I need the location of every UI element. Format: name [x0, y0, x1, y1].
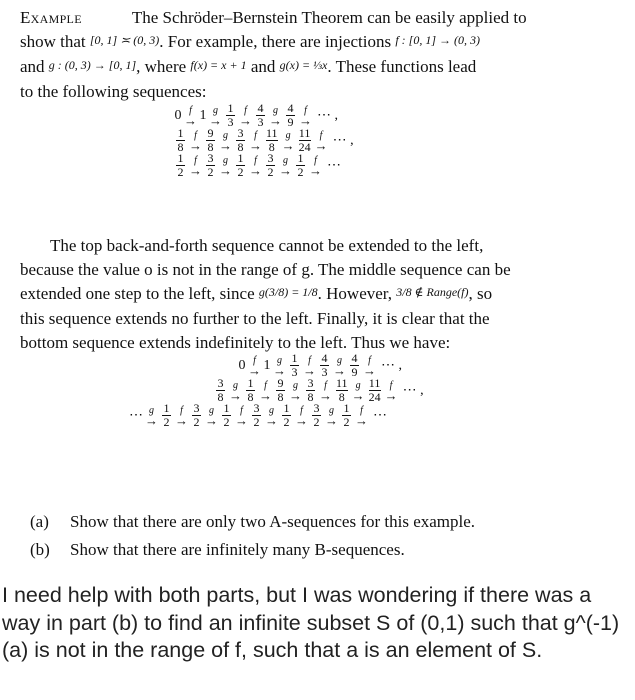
- map-arrow: [269, 106, 282, 126]
- exercise-b: [30, 536, 475, 564]
- numerator: 1: [283, 401, 290, 415]
- arrow-symbol: →: [259, 387, 272, 403]
- body-line-1: [20, 234, 622, 258]
- denominator: 8: [268, 140, 275, 154]
- fraction: [299, 128, 311, 153]
- numerator: 1: [177, 126, 184, 140]
- denominator: 8: [217, 390, 224, 404]
- arrow-symbol: →: [325, 412, 338, 428]
- numerator: 3: [313, 401, 320, 415]
- text: . For example, there are injections: [159, 32, 396, 51]
- map-label: f: [308, 354, 311, 366]
- map-label: f: [300, 404, 303, 416]
- map-arrow: [265, 406, 278, 426]
- map-label: f: [180, 404, 183, 416]
- map-label: g: [223, 129, 228, 141]
- arrow-symbol: →: [289, 387, 302, 403]
- denominator: 8: [207, 140, 214, 154]
- body-line-5: bottom sequence extends indefinitely to the left. Thus we have:: [20, 333, 451, 352]
- denominator: 2: [177, 165, 184, 179]
- map-label: g: [269, 404, 274, 416]
- fraction: [282, 403, 291, 428]
- fraction: [236, 153, 245, 178]
- sequence-block-top: [174, 103, 354, 178]
- fraction: [336, 378, 348, 403]
- fraction: [162, 403, 171, 428]
- fraction: [296, 153, 305, 178]
- arrow-symbol: →: [279, 162, 292, 178]
- denominator: 24: [368, 390, 381, 404]
- map-label: f: [314, 154, 317, 166]
- denominator: 2: [163, 415, 170, 429]
- denominator: 2: [283, 415, 290, 429]
- ellipsis: ⋯: [129, 408, 143, 423]
- map-label: f: [360, 404, 363, 416]
- arrow-symbol: →: [333, 362, 346, 378]
- map-label: g: [223, 154, 228, 166]
- body-paragraph: [20, 234, 622, 355]
- math-inline: g(3/8) = 1/8: [258, 285, 318, 299]
- numerator: 3: [267, 151, 274, 165]
- arrow-symbol: →: [303, 362, 316, 378]
- map-arrow: [319, 381, 332, 401]
- numerator: 3: [217, 376, 224, 390]
- map-label: g: [355, 379, 361, 391]
- example-intro: [20, 6, 622, 104]
- denominator: 3: [257, 115, 264, 129]
- exercise-a: [30, 508, 475, 536]
- map-arrow: [352, 381, 365, 401]
- body-line-3: [20, 282, 622, 307]
- map-arrow: [309, 156, 322, 176]
- numerator: 9: [277, 376, 284, 390]
- arrow-symbol: →: [219, 162, 232, 178]
- fraction: [256, 103, 265, 128]
- text: , so: [468, 284, 493, 303]
- map-arrow: [289, 381, 302, 401]
- map-label: f: [194, 129, 197, 141]
- denominator: 8: [338, 390, 345, 404]
- map-label: f: [244, 104, 247, 116]
- arrow-symbol: →: [209, 112, 222, 128]
- denominator: 3: [291, 365, 298, 379]
- sequence-block-bottom: [126, 353, 424, 428]
- map-label: f: [304, 104, 307, 116]
- fraction: [176, 153, 185, 178]
- numerator: 3: [207, 151, 214, 165]
- numerator: 3: [237, 126, 244, 140]
- numerator: 4: [351, 351, 358, 365]
- numerator: 1: [227, 101, 234, 115]
- map-label: f: [254, 129, 257, 141]
- map-arrow: [363, 356, 376, 376]
- math-inline: g(x) = ⅓x: [279, 58, 328, 72]
- arrow-symbol: →: [145, 412, 158, 428]
- math-inline: 3/8 ∉ Range(f): [396, 285, 469, 299]
- map-arrow: [184, 106, 197, 126]
- text: , where: [136, 57, 191, 76]
- map-label: g: [293, 379, 298, 391]
- map-label: g: [213, 104, 218, 116]
- map-arrow: [333, 356, 346, 376]
- sequence-row: [126, 378, 424, 403]
- numerator: 11: [266, 126, 278, 140]
- map-label: f: [194, 154, 197, 166]
- arrow-symbol: →: [384, 387, 398, 403]
- arrow-symbol: →: [265, 412, 278, 428]
- text: and: [20, 57, 49, 76]
- exercise-label: (a): [30, 512, 49, 531]
- map-label: g: [209, 404, 214, 416]
- sequence-row: [126, 403, 424, 428]
- numerator: 4: [257, 101, 264, 115]
- sequence-term: 1: [199, 107, 207, 123]
- fraction: [206, 128, 215, 153]
- denominator: 2: [253, 415, 260, 429]
- arrow-symbol: →: [175, 412, 188, 428]
- map-label: g: [277, 354, 282, 366]
- sequence-row: [174, 153, 354, 178]
- sequence-term: 0: [174, 107, 182, 123]
- exercise-label: (b): [30, 540, 50, 559]
- fraction: [306, 378, 315, 403]
- numerator: 11: [368, 376, 381, 390]
- map-label: f: [368, 354, 371, 366]
- map-arrow: [145, 406, 158, 426]
- math-inline: [0, 1] ≍ (0, 3): [89, 33, 160, 47]
- map-arrow: [219, 131, 232, 151]
- map-arrow: [248, 356, 261, 376]
- arrow-symbol: →: [205, 412, 218, 428]
- user-question: I need help with both parts, but I was wondering if there was a way in part (b) to find an infinite subset S of (0,1) such that g^(-1)(a) is not in the range of f, such that a is an element of S.: [2, 583, 620, 662]
- text: . These functions lead: [327, 57, 477, 76]
- example-title: The Schröder–Bernstein Theorem can be easily applied to: [131, 8, 527, 27]
- denominator: 9: [351, 365, 358, 379]
- map-label: f: [319, 129, 323, 141]
- body-line-2: because the value o is not in the range of g. The middle sequence can be: [20, 260, 511, 279]
- fraction: [312, 403, 321, 428]
- numerator: 4: [321, 351, 328, 365]
- denominator: 8: [237, 140, 244, 154]
- denominator: 9: [287, 115, 294, 129]
- map-arrow: [249, 156, 262, 176]
- exercise-text: Show that there are only two A-sequences for this example.: [70, 512, 476, 531]
- map-arrow: [325, 406, 338, 426]
- arrow-symbol: →: [351, 387, 365, 403]
- map-label: f: [189, 104, 192, 116]
- map-arrow: [229, 381, 242, 401]
- sequence-row: [174, 103, 354, 128]
- math-inline: f(x) = x + 1: [190, 58, 247, 72]
- map-arrow: [259, 381, 272, 401]
- example-line-3: [20, 55, 622, 80]
- numerator: 3: [253, 401, 260, 415]
- map-arrow: [249, 131, 262, 151]
- map-label: g: [273, 104, 278, 116]
- denominator: 2: [223, 415, 230, 429]
- map-arrow: [355, 406, 368, 426]
- fraction: [206, 153, 215, 178]
- fraction: [290, 353, 299, 378]
- map-arrow: [273, 356, 286, 376]
- map-arrow: [239, 106, 252, 126]
- fraction: [216, 378, 225, 403]
- denominator: 2: [207, 165, 214, 179]
- arrow-symbol: →: [299, 112, 312, 128]
- map-arrow: [282, 131, 295, 151]
- fraction: [266, 153, 275, 178]
- numerator: 9: [207, 126, 214, 140]
- map-label: g: [283, 154, 288, 166]
- arrow-symbol: →: [269, 112, 282, 128]
- numerator: 11: [298, 126, 311, 140]
- denominator: 2: [237, 165, 244, 179]
- denominator: 8: [307, 390, 314, 404]
- fraction: [252, 403, 261, 428]
- arrow-symbol: →: [248, 362, 261, 378]
- sequence-term: 1: [263, 357, 271, 373]
- arrow-symbol: →: [189, 137, 202, 153]
- arrow-symbol: →: [249, 137, 262, 153]
- sequence-term: 0: [238, 357, 246, 373]
- example-line-2: [20, 30, 622, 55]
- map-arrow: [299, 106, 312, 126]
- ellipsis: ⋯ ,: [402, 383, 424, 398]
- text: and: [246, 57, 280, 76]
- map-arrow: [235, 406, 248, 426]
- denominator: 8: [247, 390, 254, 404]
- example-label: Example: [20, 8, 82, 27]
- example-line-4: to the following sequences:: [20, 82, 207, 101]
- map-arrow: [175, 406, 188, 426]
- map-arrow: [219, 156, 232, 176]
- arrow-symbol: →: [309, 162, 322, 178]
- example-line-1: [20, 6, 622, 30]
- denominator: 24: [298, 140, 311, 154]
- map-label: f: [264, 379, 267, 391]
- arrow-symbol: →: [273, 362, 286, 378]
- map-arrow: [209, 106, 222, 126]
- arrow-symbol: →: [363, 362, 376, 378]
- numerator: 1: [291, 351, 298, 365]
- arrow-symbol: →: [314, 137, 328, 153]
- map-arrow: [205, 406, 218, 426]
- arrow-symbol: →: [239, 112, 252, 128]
- fraction: [276, 378, 285, 403]
- fraction: [350, 353, 359, 378]
- denominator: 3: [321, 365, 328, 379]
- map-label: g: [149, 404, 154, 416]
- fraction: [286, 103, 295, 128]
- numerator: 1: [223, 401, 230, 415]
- map-label: f: [240, 404, 243, 416]
- map-arrow: [279, 156, 292, 176]
- math-inline: f : [0, 1] → (0, 3): [395, 33, 480, 47]
- map-label: g: [233, 379, 238, 391]
- arrow-symbol: →: [235, 412, 248, 428]
- map-arrow: [189, 131, 202, 151]
- fraction: [192, 403, 201, 428]
- arrow-symbol: →: [189, 162, 202, 178]
- body-line-4: this sequence extends no further to the left. Finally, it is clear that the: [20, 309, 490, 328]
- denominator: 2: [313, 415, 320, 429]
- map-label: f: [254, 154, 257, 166]
- fraction: [246, 378, 255, 403]
- fraction: [342, 403, 351, 428]
- fraction: [226, 103, 235, 128]
- ellipsis: ⋯ ,: [381, 358, 402, 373]
- text: show that: [20, 32, 90, 51]
- denominator: 8: [277, 390, 284, 404]
- denominator: 3: [227, 115, 234, 129]
- text: The top back-and-forth sequence cannot be extended to the left,: [50, 236, 484, 255]
- map-arrow: [295, 406, 308, 426]
- fraction: [222, 403, 231, 428]
- ellipsis: ⋯ ,: [332, 133, 354, 148]
- fraction: [320, 353, 329, 378]
- ellipsis: ⋯ ,: [317, 108, 338, 123]
- arrow-symbol: →: [184, 112, 197, 128]
- map-arrow: [385, 381, 398, 401]
- denominator: 2: [297, 165, 304, 179]
- exercise-text: Show that there are infinitely many B-sequences.: [70, 540, 405, 559]
- fraction: [266, 128, 278, 153]
- fraction: [369, 378, 381, 403]
- fraction: [176, 128, 185, 153]
- denominator: 2: [343, 415, 350, 429]
- math-inline: g : (0, 3) → [0, 1]: [48, 58, 137, 72]
- numerator: 1: [247, 376, 254, 390]
- text: extended one step to the left, since: [20, 284, 259, 303]
- ellipsis: ⋯: [327, 158, 341, 173]
- numerator: 1: [343, 401, 350, 415]
- map-label: g: [285, 129, 291, 141]
- denominator: 8: [177, 140, 184, 154]
- numerator: 1: [177, 151, 184, 165]
- map-label: g: [329, 404, 334, 416]
- map-arrow: [303, 356, 316, 376]
- map-label: f: [253, 354, 256, 366]
- arrow-symbol: →: [319, 387, 332, 403]
- numerator: 3: [193, 401, 200, 415]
- text: . However,: [317, 284, 397, 303]
- map-label: f: [389, 379, 393, 391]
- arrow-symbol: →: [249, 162, 262, 178]
- arrow-symbol: →: [355, 412, 368, 428]
- numerator: 1: [237, 151, 244, 165]
- numerator: 11: [336, 376, 348, 390]
- arrow-symbol: →: [295, 412, 308, 428]
- fraction: [236, 128, 245, 153]
- numerator: 1: [163, 401, 170, 415]
- numerator: 4: [287, 101, 294, 115]
- arrow-symbol: →: [281, 137, 295, 153]
- exercise-list: [30, 508, 475, 564]
- denominator: 2: [193, 415, 200, 429]
- numerator: 3: [307, 376, 314, 390]
- numerator: 1: [297, 151, 304, 165]
- arrow-symbol: →: [219, 137, 232, 153]
- map-arrow: [189, 156, 202, 176]
- sequence-row: [126, 353, 424, 378]
- map-arrow: [315, 131, 328, 151]
- map-label: g: [337, 354, 342, 366]
- arrow-symbol: →: [229, 387, 242, 403]
- map-label: f: [324, 379, 327, 391]
- denominator: 2: [267, 165, 274, 179]
- ellipsis: ⋯: [373, 408, 387, 423]
- sequence-row: [174, 128, 354, 153]
